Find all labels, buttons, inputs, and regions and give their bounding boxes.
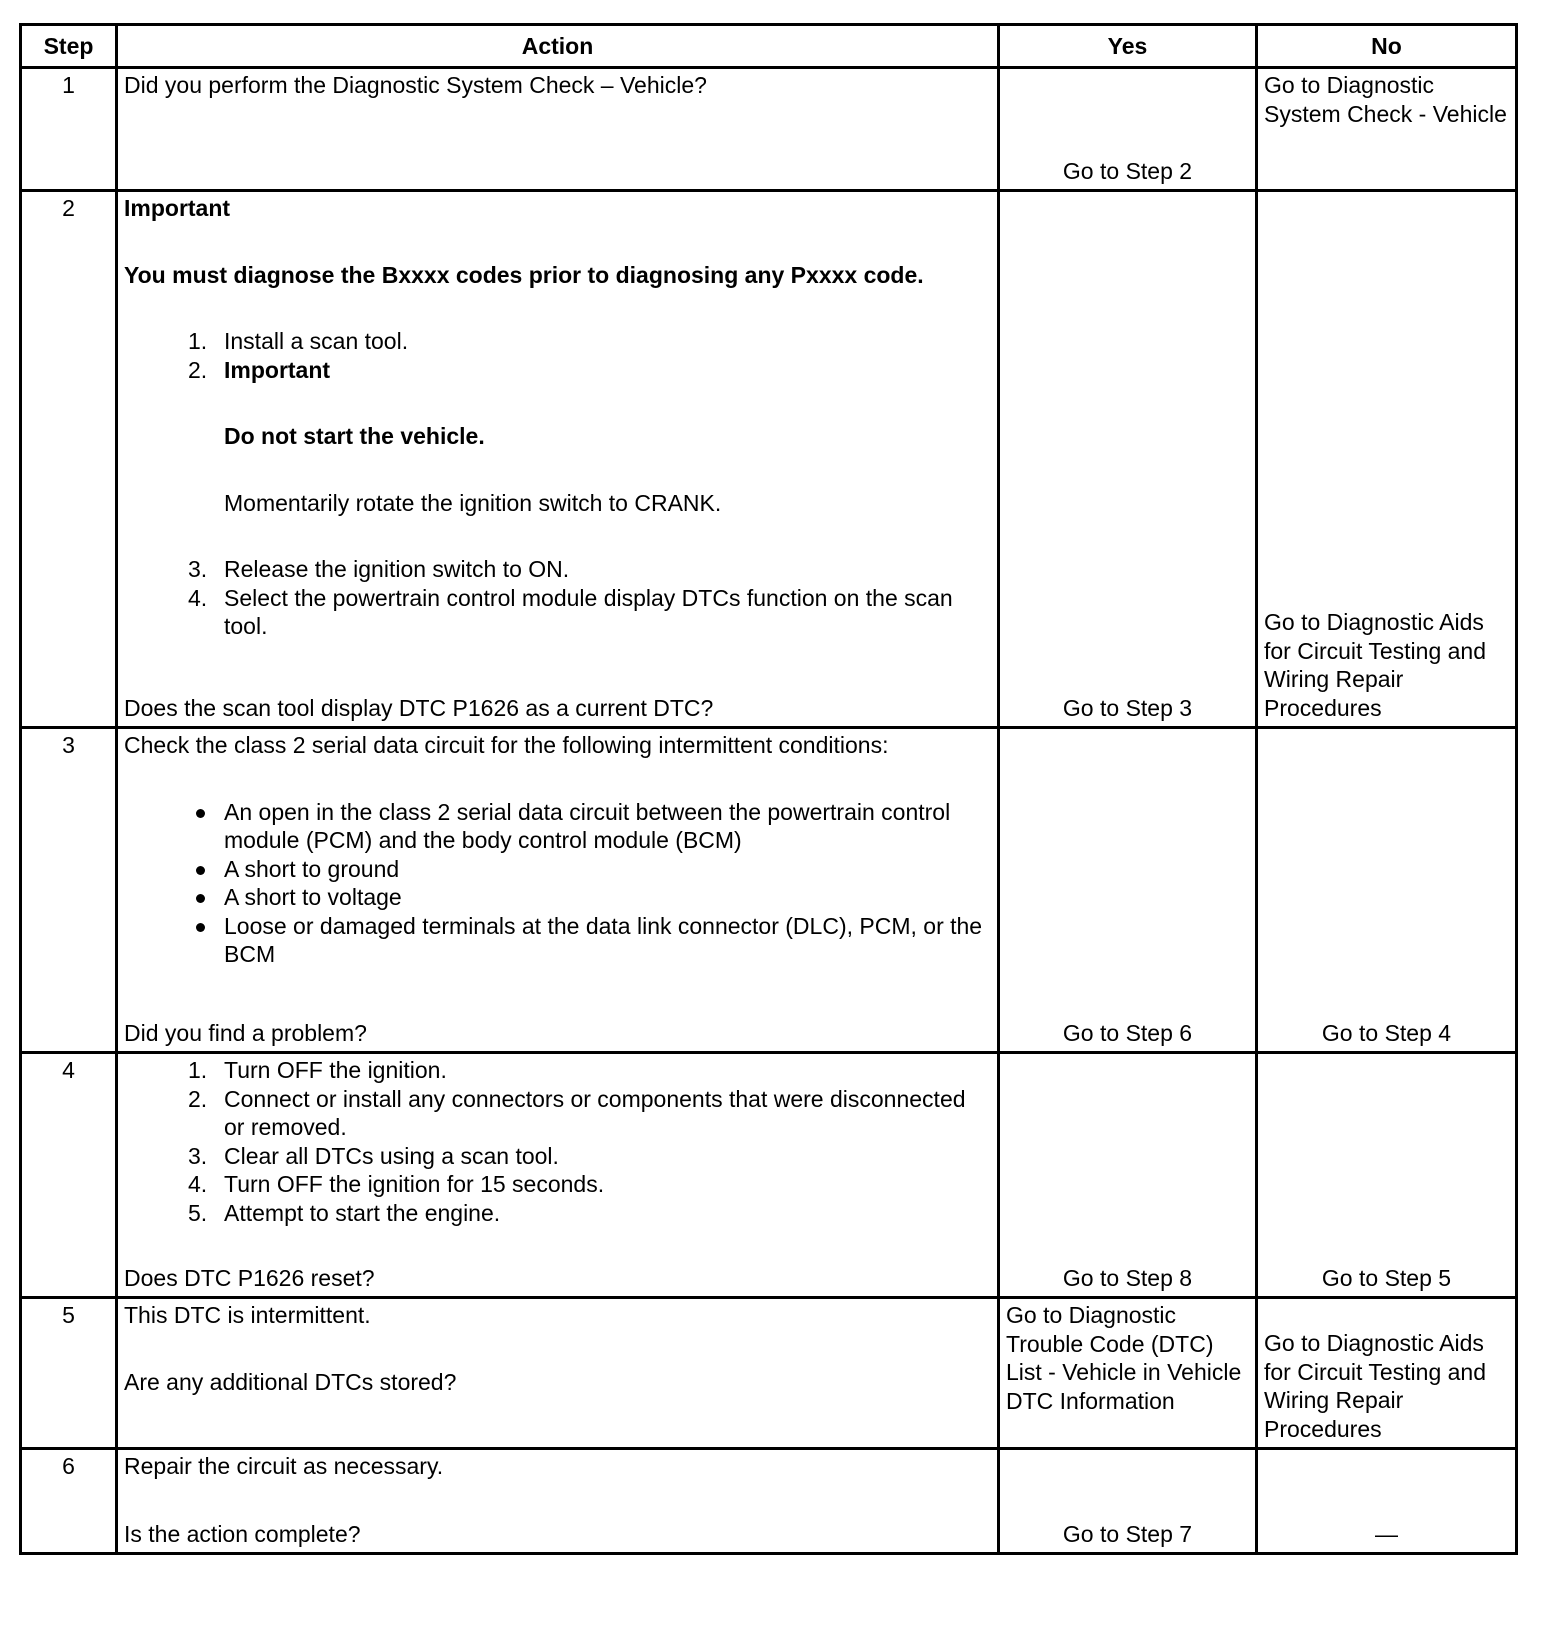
table-row-step-2	[21, 191, 1517, 728]
step-number: 6	[21, 1449, 117, 1554]
header-no: No	[1257, 25, 1517, 68]
yes-cell	[999, 1053, 1257, 1298]
yes-result: Go to Diagnostic Trouble Code (DTC) List - Vehicle in Vehicle DTC Information	[1006, 1302, 1242, 1414]
yes-cell	[999, 728, 1257, 1053]
action-cell	[117, 191, 999, 728]
action-intro: Repair the circuit as necessary.	[124, 1453, 444, 1479]
table-row-step-1	[21, 68, 1517, 191]
step-number: 1	[21, 68, 117, 191]
diagnostic-table-page	[19, 23, 1515, 1555]
action-question: Does DTC P1626 reset?	[124, 1264, 375, 1291]
step-2-list-a	[124, 327, 991, 384]
no-cell	[1257, 191, 1517, 728]
yes-cell	[999, 191, 1257, 728]
list-item: A short to ground	[124, 855, 991, 884]
table-row-step-5	[21, 1298, 1517, 1449]
crank-instruction: Momentarily rotate the ignition switch to CRANK.	[224, 489, 722, 516]
no-cell	[1257, 68, 1517, 191]
table-header-row	[21, 25, 1517, 68]
no-cell	[1257, 1298, 1517, 1449]
action-cell	[117, 728, 999, 1053]
list-item: 2. Important	[188, 356, 331, 383]
action-question: Are any additional DTCs stored?	[124, 1368, 457, 1395]
bullet-icon	[196, 923, 205, 932]
important-note: You must diagnose the Bxxxx codes prior to diagnosing any Pxxxx code.	[124, 261, 924, 288]
action-cell	[117, 1449, 999, 1554]
action-question: Does the scan tool display DTC P1626 as a current DTC?	[124, 694, 714, 721]
list-item: 5. Attempt to start the engine.	[188, 1199, 501, 1226]
action-intro: This DTC is intermittent.	[124, 1302, 371, 1328]
action-question: Is the action complete?	[124, 1520, 361, 1547]
diagnostic-table	[19, 23, 1518, 1555]
no-result: Go to Diagnostic Aids for Circuit Testing and Wiring Repair Procedures	[1264, 609, 1487, 721]
action-cell	[117, 1053, 999, 1298]
step-number: 4	[21, 1053, 117, 1298]
yes-cell	[999, 68, 1257, 191]
action-cell	[117, 68, 999, 191]
condition-list	[124, 798, 991, 969]
action-question: Did you find a problem?	[124, 1019, 367, 1046]
bullet-icon	[196, 894, 205, 903]
table-row-step-3	[21, 728, 1517, 1053]
step-number: 5	[21, 1298, 117, 1449]
no-cell	[1257, 1449, 1517, 1554]
yes-result: Go to Step 8	[1062, 1264, 1193, 1291]
list-item: An open in the class 2 serial data circuit between the powertrain control module (PCM) and the body control module (BCM)	[124, 798, 991, 855]
important-heading: Important	[124, 195, 231, 221]
list-item: A short to voltage	[124, 883, 991, 912]
header-step: Step	[21, 25, 117, 68]
yes-cell	[999, 1449, 1257, 1554]
table-row-step-4	[21, 1053, 1517, 1298]
step-2-list-b	[124, 555, 991, 641]
yes-cell	[999, 1298, 1257, 1449]
table-row-step-6	[21, 1449, 1517, 1554]
step-number: 3	[21, 728, 117, 1053]
list-item: 3. Clear all DTCs using a scan tool.	[188, 1142, 559, 1169]
no-result: Go to Step 4	[1321, 1019, 1452, 1046]
bullet-icon	[196, 866, 205, 875]
bullet-icon	[196, 809, 205, 818]
list-item: 1. Install a scan tool.	[188, 328, 409, 354]
list-item: 2. Connect or install any connectors or components that were disconnected or removed.	[188, 1085, 966, 1140]
list-item: 4. Select the powertrain control module display DTCs function on the scan tool.	[188, 584, 953, 639]
no-cell	[1257, 728, 1517, 1053]
step-4-list	[124, 1056, 991, 1227]
no-result: Go to Diagnostic System Check - Vehicle	[1264, 72, 1507, 127]
yes-result: Go to Step 3	[1062, 694, 1193, 721]
list-item: 4. Turn OFF the ignition for 15 seconds.	[188, 1171, 605, 1197]
action-question: Did you perform the Diagnostic System Check – Vehicle?	[124, 72, 707, 98]
important-note-2: Do not start the vehicle.	[224, 423, 485, 449]
action-cell	[117, 1298, 999, 1449]
no-cell	[1257, 1053, 1517, 1298]
list-item: 3. Release the ignition switch to ON.	[188, 556, 570, 582]
step-number: 2	[21, 191, 117, 728]
yes-result: Go to Step 6	[1062, 1019, 1193, 1046]
no-result: Go to Step 5	[1321, 1264, 1452, 1291]
action-intro: Check the class 2 serial data circuit for the following intermittent conditions:	[124, 732, 889, 758]
list-item: Loose or damaged terminals at the data link connector (DLC), PCM, or the BCM	[124, 912, 991, 969]
header-yes: Yes	[999, 25, 1257, 68]
yes-result: Go to Step 7	[1062, 1520, 1193, 1547]
no-result: —	[1375, 1520, 1398, 1547]
list-item: 1. Turn OFF the ignition.	[188, 1057, 447, 1083]
yes-result: Go to Step 2	[1062, 157, 1193, 184]
header-action: Action	[117, 25, 999, 68]
no-result: Go to Diagnostic Aids for Circuit Testing and Wiring Repair Procedures	[1264, 1330, 1487, 1442]
